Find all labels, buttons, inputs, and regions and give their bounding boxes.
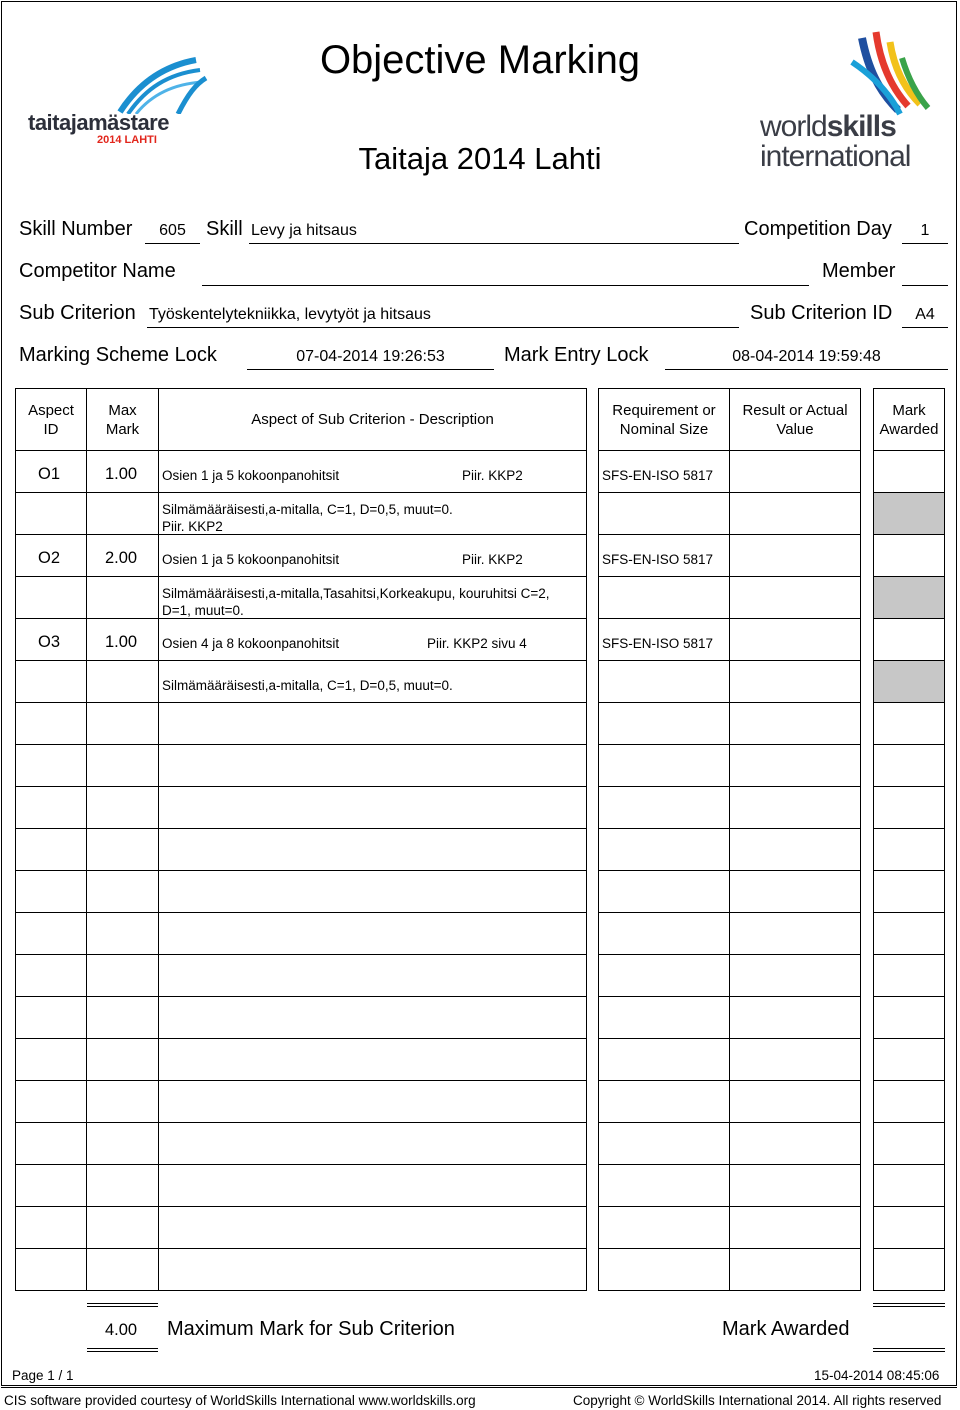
marking-scheme-lock-label: Marking Scheme Lock [19, 344, 217, 366]
table-cell-description [158, 786, 587, 829]
competitor-name-underline [202, 285, 809, 286]
table-cell-mark-awarded[interactable] [873, 492, 945, 535]
max-total-value: 4.00 [105, 1321, 138, 1339]
requirement-o3: SFS-EN-ISO 5817 [602, 636, 714, 651]
table-cell-mark-awarded[interactable] [873, 450, 945, 493]
detail-o1-line2: Piir. KKP2 [162, 519, 223, 534]
table-cell-result[interactable] [729, 1248, 861, 1291]
table-cell-description [158, 702, 587, 745]
table-cell-max-mark [86, 1206, 159, 1249]
skill-number-label: Skill Number [19, 218, 133, 240]
table-cell-aspect-id [15, 786, 87, 829]
table-cell-aspect-id [15, 1164, 87, 1207]
table-cell-max-mark [86, 744, 159, 787]
max-mark-o3: 1.00 [105, 633, 138, 651]
col-header-requirement: Requirement or Nominal Size [598, 388, 730, 451]
table-cell-aspect-id [15, 1206, 87, 1249]
table-cell-result[interactable] [729, 1038, 861, 1081]
table-cell-requirement [598, 702, 730, 745]
max-total-label: Maximum Mark for Sub Criterion [167, 1318, 455, 1340]
marking-scheme-lock-value: 07-04-2014 19:26:53 [296, 348, 445, 365]
table-cell-aspect-id [15, 744, 87, 787]
skill-underline [249, 243, 739, 244]
mark-awarded-rule-bottom2 [873, 1351, 945, 1352]
detail-o1-line1: Silmämääräisesti,a-mitalla, C=1, D=0,5, muut=0. [162, 502, 453, 517]
table-cell-result[interactable] [729, 744, 861, 787]
table-cell-result[interactable] [729, 1206, 861, 1249]
competition-day-value[interactable]: 1 [920, 222, 930, 239]
table-cell-mark-awarded[interactable] [873, 996, 945, 1039]
table-cell-result[interactable] [729, 1080, 861, 1123]
mark-awarded-rule-top2 [873, 1306, 945, 1307]
table-cell-description [158, 744, 587, 787]
table-cell-max-mark [86, 492, 159, 535]
table-cell-max-mark [86, 1038, 159, 1081]
max-mark-o1: 1.00 [105, 465, 138, 483]
table-cell-result[interactable] [729, 534, 861, 577]
table-cell-aspect-id [15, 1122, 87, 1165]
table-cell-requirement [598, 576, 730, 619]
table-cell-max-mark [86, 912, 159, 955]
detail-o2-line2: D=1, muut=0. [162, 603, 244, 618]
table-cell-mark-awarded[interactable] [873, 618, 945, 661]
sub-criterion-id-underline [902, 327, 948, 328]
copyright-note: Copyright © WorldSkills International 2014. All rights reserved [573, 1393, 942, 1408]
detail-o2-line1: Silmämääräisesti,a-mitalla,Tasahitsi,Korkeakupu, kouruhitsi C=2, [162, 586, 550, 601]
table-cell-result[interactable] [729, 870, 861, 913]
skill-value[interactable]: Levy ja hitsaus [251, 222, 357, 239]
max-total-rule-top1 [87, 1303, 158, 1304]
description-o1: Osien 1 ja 5 kokoonpanohitsit [162, 468, 340, 483]
table-cell-requirement [598, 1038, 730, 1081]
table-cell-mark-awarded[interactable] [873, 744, 945, 787]
table-cell-requirement [598, 870, 730, 913]
description-o2: Osien 1 ja 5 kokoonpanohitsit [162, 552, 340, 567]
skill-label: Skill [206, 218, 243, 240]
table-cell-description [158, 1248, 587, 1291]
printed-timestamp: 15-04-2014 08:45:06 [814, 1368, 940, 1383]
table-cell-result[interactable] [729, 576, 861, 619]
table-cell-max-mark [86, 702, 159, 745]
page-subtitle: Taitaja 2014 Lahti [358, 141, 602, 176]
col-header-max-mark: Max Mark [86, 388, 159, 451]
page-number: Page 1 / 1 [12, 1368, 74, 1383]
table-cell-mark-awarded[interactable] [873, 1206, 945, 1249]
table-cell-aspect-id [15, 828, 87, 871]
page-title: Objective Marking [319, 38, 641, 82]
mark-entry-lock-label: Mark Entry Lock [504, 344, 649, 366]
competition-day-underline [902, 243, 948, 244]
table-cell-requirement [598, 492, 730, 535]
mark-awarded-label: Mark Awarded [722, 1318, 850, 1340]
col-header-result: Result or Actual Value [729, 388, 861, 451]
col-header-aspect-id: Aspect ID [15, 388, 87, 451]
table-cell-aspect-id [15, 996, 87, 1039]
col-header-description: Aspect of Sub Criterion - Description [158, 388, 587, 451]
table-cell-mark-awarded[interactable] [873, 660, 945, 703]
table-cell-aspect-id [15, 576, 87, 619]
table-cell-description [158, 1122, 587, 1165]
table-cell-aspect-id [15, 1080, 87, 1123]
mark-awarded-rule-bottom1 [873, 1348, 945, 1349]
competition-day-label: Competition Day [744, 218, 892, 240]
reference-o1: Piir. KKP2 [462, 468, 523, 483]
table-cell-result[interactable] [729, 1164, 861, 1207]
table-cell-description [158, 1206, 587, 1249]
table-cell-result[interactable] [729, 1122, 861, 1165]
reference-o2: Piir. KKP2 [462, 552, 523, 567]
table-cell-requirement [598, 744, 730, 787]
table-cell-max-mark [86, 828, 159, 871]
table-cell-requirement [598, 660, 730, 703]
table-cell-max-mark [86, 1164, 159, 1207]
table-cell-aspect-id [15, 702, 87, 745]
table-cell-max-mark [86, 954, 159, 997]
table-cell-max-mark [86, 870, 159, 913]
table-cell-result[interactable] [729, 660, 861, 703]
table-cell-aspect-id [15, 660, 87, 703]
sub-criterion-underline [147, 327, 739, 328]
competitor-name-label: Competitor Name [19, 260, 176, 282]
max-total-rule-bottom1 [87, 1348, 158, 1349]
aspect-id-o1: O1 [38, 465, 61, 483]
max-total-rule-top2 [87, 1306, 158, 1307]
table-cell-aspect-id [15, 954, 87, 997]
table-cell-max-mark [86, 1248, 159, 1291]
table-cell-requirement [598, 954, 730, 997]
requirement-o1: SFS-EN-ISO 5817 [602, 468, 714, 483]
table-cell-max-mark [86, 1122, 159, 1165]
sub-criterion-id-value[interactable]: A4 [915, 306, 935, 323]
table-cell-max-mark [86, 576, 159, 619]
max-total-rule-bottom2 [87, 1351, 158, 1352]
table-cell-mark-awarded[interactable] [873, 786, 945, 829]
table-cell-mark-awarded[interactable] [873, 828, 945, 871]
table-cell-requirement [598, 1248, 730, 1291]
worldskills-logo-line1: worldskills [760, 110, 896, 143]
table-cell-requirement [598, 1164, 730, 1207]
table-cell-requirement [598, 1122, 730, 1165]
taitaja-logo-text: taitajamästare [28, 110, 169, 135]
table-cell-mark-awarded[interactable] [873, 954, 945, 997]
table-cell-aspect-id [15, 1248, 87, 1291]
table-cell-description [158, 828, 587, 871]
table-cell-requirement [598, 912, 730, 955]
table-cell-description [158, 912, 587, 955]
sub-criterion-id-label: Sub Criterion ID [750, 302, 893, 324]
table-cell-result[interactable] [729, 450, 861, 493]
table-cell-mark-awarded[interactable] [873, 702, 945, 745]
table-cell-description [158, 996, 587, 1039]
member-label: Member [822, 260, 896, 282]
courtesy-note: CIS software provided courtesy of WorldSkills International www.worldskills.org [4, 1393, 476, 1408]
table-cell-description [158, 1080, 587, 1123]
mark-awarded-rule-top1 [873, 1303, 945, 1304]
table-cell-result[interactable] [729, 828, 861, 871]
aspect-id-o3: O3 [38, 633, 61, 651]
table-cell-result[interactable] [729, 996, 861, 1039]
table-cell-requirement [598, 1080, 730, 1123]
table-cell-mark-awarded[interactable] [873, 1080, 945, 1123]
taitaja-logo-sub: 2014 LAHTI [97, 134, 157, 146]
table-cell-mark-awarded[interactable] [873, 1248, 945, 1291]
footer-divider [1, 1387, 957, 1388]
marking-scheme-lock-underline [247, 369, 494, 370]
table-cell-description [158, 954, 587, 997]
table-cell-requirement [598, 996, 730, 1039]
sub-criterion-label: Sub Criterion [19, 302, 136, 324]
table-cell-max-mark [86, 660, 159, 703]
table-cell-mark-awarded[interactable] [873, 1122, 945, 1165]
table-cell-result[interactable] [729, 618, 861, 661]
table-cell-mark-awarded[interactable] [873, 912, 945, 955]
table-cell-requirement [598, 828, 730, 871]
table-cell-max-mark [86, 1080, 159, 1123]
table-cell-description [158, 1164, 587, 1207]
requirement-o2: SFS-EN-ISO 5817 [602, 552, 714, 567]
table-cell-mark-awarded[interactable] [873, 870, 945, 913]
sub-criterion-value[interactable]: Työskentelytekniikka, levytyöt ja hitsaus [149, 306, 431, 323]
skill-number-underline [145, 243, 200, 244]
table-cell-mark-awarded[interactable] [873, 1038, 945, 1081]
aspect-id-o2: O2 [38, 549, 61, 567]
table-cell-description [158, 870, 587, 913]
table-cell-aspect-id [15, 912, 87, 955]
table-cell-mark-awarded[interactable] [873, 534, 945, 577]
table-cell-mark-awarded[interactable] [873, 1164, 945, 1207]
max-mark-o2: 2.00 [105, 549, 138, 567]
mark-entry-lock-value: 08-04-2014 19:59:48 [732, 348, 881, 365]
table-cell-max-mark [86, 786, 159, 829]
worldskills-logo-line2: international [760, 140, 911, 173]
table-cell-result[interactable] [729, 954, 861, 997]
table-cell-aspect-id [15, 870, 87, 913]
table-cell-description [158, 1038, 587, 1081]
col-header-mark-awarded: Mark Awarded [873, 388, 945, 451]
reference-o3: Piir. KKP2 sivu 4 [427, 636, 527, 651]
table-cell-requirement [598, 1206, 730, 1249]
table-cell-aspect-id [15, 492, 87, 535]
table-cell-aspect-id [15, 1038, 87, 1081]
table-cell-result[interactable] [729, 786, 861, 829]
description-o3: Osien 4 ja 8 kokoonpanohitsit [162, 636, 340, 651]
table-cell-result[interactable] [729, 492, 861, 535]
mark-entry-lock-underline [665, 369, 948, 370]
member-underline [902, 285, 948, 286]
detail-o3-line1: Silmämääräisesti,a-mitalla, C=1, D=0,5, muut=0. [162, 678, 453, 693]
table-cell-mark-awarded[interactable] [873, 576, 945, 619]
skill-number-value[interactable]: 605 [159, 222, 186, 239]
table-cell-result[interactable] [729, 912, 861, 955]
table-cell-result[interactable] [729, 702, 861, 745]
table-cell-requirement [598, 786, 730, 829]
table-cell-max-mark [86, 996, 159, 1039]
